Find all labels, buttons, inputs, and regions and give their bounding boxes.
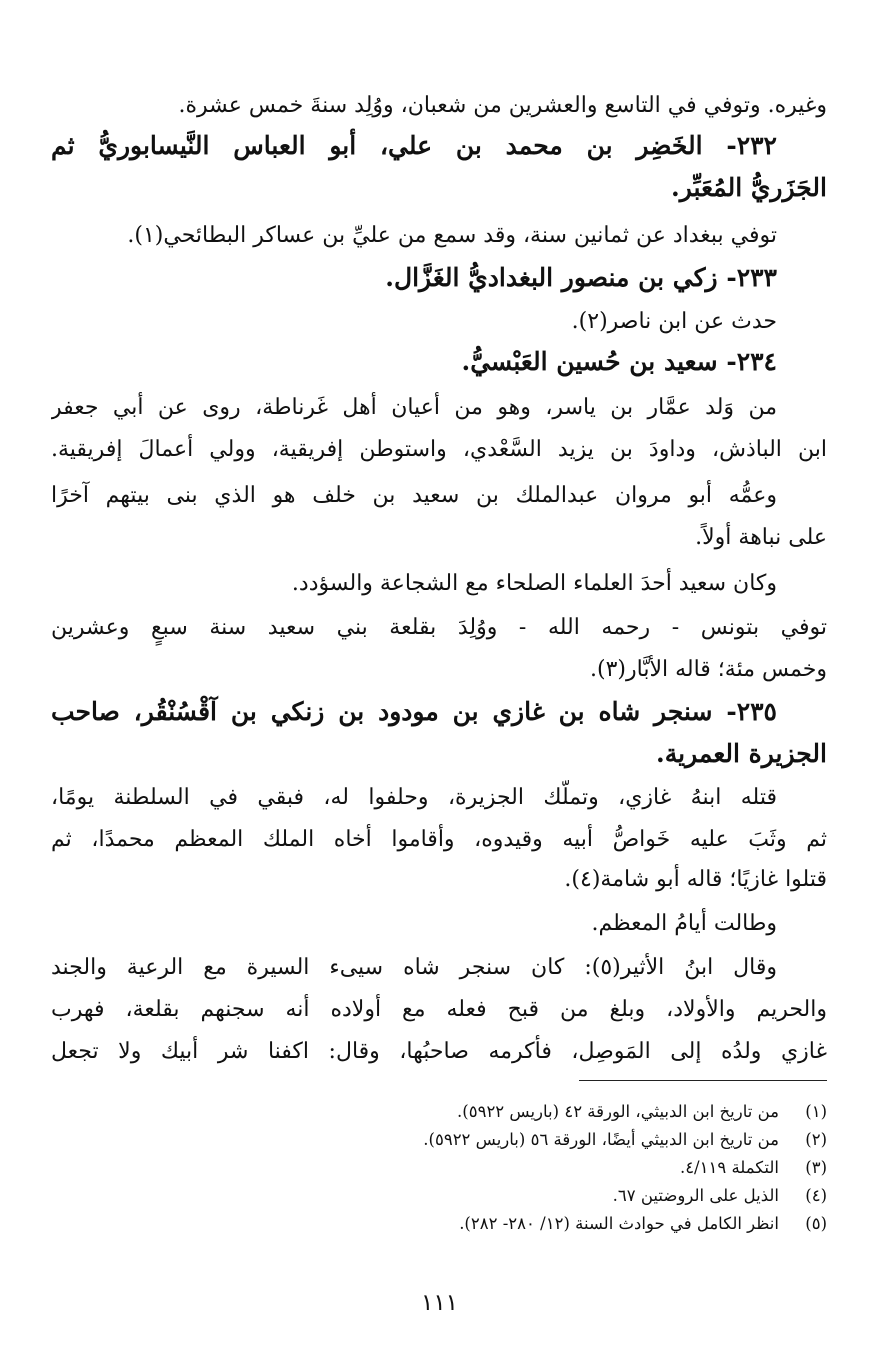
footnote-number: (١)	[805, 1102, 827, 1121]
footnote-separator	[579, 1080, 827, 1081]
text-line: على نباهة أولاً.	[695, 525, 827, 550]
footnote-2	[51, 1128, 827, 1154]
footnote-3	[51, 1156, 827, 1182]
footnote-text: انظر الكامل في حوادث السنة (١٢/ ٢٨٠- ٢٨٢).	[459, 1214, 779, 1233]
text-line: وعمُّه أبو مروان عبدالملك بن سعيد بن خلف هو الذي بنى بيتهم آخرًا	[51, 483, 777, 508]
footnote-text: من تاريخ ابن الدبيثي، الورقة ٤٢ (باريس ٥٩٢٢).	[457, 1102, 779, 1121]
entry-heading-233: ٢٣٣- زكي بن منصور البغداديُّ الغَزَّال.	[385, 263, 777, 292]
footnote-text: الذيل على الروضتين ٦٧.	[612, 1186, 779, 1205]
entry-heading-232-cont: الجَزَريُّ المُعَبِّر.	[671, 173, 827, 202]
footnote-text: التكملة ٤/١١٩.	[679, 1158, 779, 1177]
footnote-number: (٢)	[805, 1130, 827, 1149]
footnote-number: (٤)	[805, 1186, 827, 1205]
footnote-1	[51, 1100, 827, 1126]
footnote-5	[51, 1212, 827, 1238]
text-line: حدث عن ابن ناصر(٢).	[571, 309, 777, 334]
entry-heading-232: ٢٣٢- الخَضِر بن محمد بن علي، أبو العباس النَّيسابوريُّ ثم	[51, 131, 777, 160]
text-line: قتله ابنهُ غازي، وتملَّك الجزيرة، وحلفوا له، فبقي في السلطنة يومًا،	[51, 785, 777, 810]
entry-heading-235: ٢٣٥- سنجر شاه بن غازي بن مودود بن زنكي بن آقْسُنْقُر، صاحب	[51, 697, 777, 726]
entry-heading-235-cont: الجزيرة العمرية.	[656, 739, 827, 768]
text-line: من وَلد عمَّار بن ياسر، وهو من أعيان أهل غَرناطة، روى عن أبي جعفر	[51, 395, 777, 420]
text-line: وغيره. وتوفي في التاسع والعشرين من شعبان، ووُلِد سنةَ خمس عشرة.	[178, 93, 827, 118]
footnote-text: من تاريخ ابن الدبيثي أيضًا، الورقة ٥٦ (باريس ٥٩٢٢).	[423, 1130, 779, 1149]
text-line: وطالت أيامُ المعظم.	[591, 911, 777, 936]
text-line: وقال ابنُ الأثير(٥): كان سنجر شاه سيىء السيرة مع الرعية والجند	[51, 955, 777, 980]
text-line: غازي ولدُه إلى المَوصِل، فأكرمه صاحبُها، وقال: اكفنا شر أبيك ولا تجعل	[51, 1039, 827, 1064]
text-line: والحريم والأولاد، وبلغ من قبح فعله مع أولاده أنه سجنهم بقلعة، فهرب	[51, 997, 827, 1022]
text-line: قتلوا غازيًا؛ قاله أبو شامة(٤).	[564, 867, 827, 892]
page-number: ١١١	[420, 1290, 459, 1316]
text-line: ثم وثَبَ عليه خَواصُّ أبيه وقيدوه، وأقاموا أخاه الملك المعظم محمدًا، ثم	[51, 827, 827, 852]
footnote-number: (٣)	[805, 1158, 827, 1177]
footnote-number: (٥)	[805, 1214, 827, 1233]
text-line: وكان سعيد أحدَ العلماء الصلحاء مع الشجاعة والسؤدد.	[291, 571, 777, 596]
text-line: وخمس مئة؛ قاله الأبَّار(٣).	[590, 657, 827, 682]
text-line: توفي بتونس - رحمه الله - ووُلِدَ بقلعة بني سعيد سنة سبعٍ وعشرين	[51, 615, 827, 640]
text-line: ابن الباذش، وداودَ بن يزيد السَّعْدي، واستوطن إفريقية، وولي أعمالَ إفريقية.	[51, 437, 827, 462]
text-line: توفي ببغداد عن ثمانين سنة، وقد سمع من عليِّ بن عساكر البطائحي(١).	[127, 223, 777, 248]
entry-heading-234: ٢٣٤- سعيد بن حُسين العَبْسيُّ.	[461, 347, 777, 376]
footnote-4	[51, 1184, 827, 1210]
